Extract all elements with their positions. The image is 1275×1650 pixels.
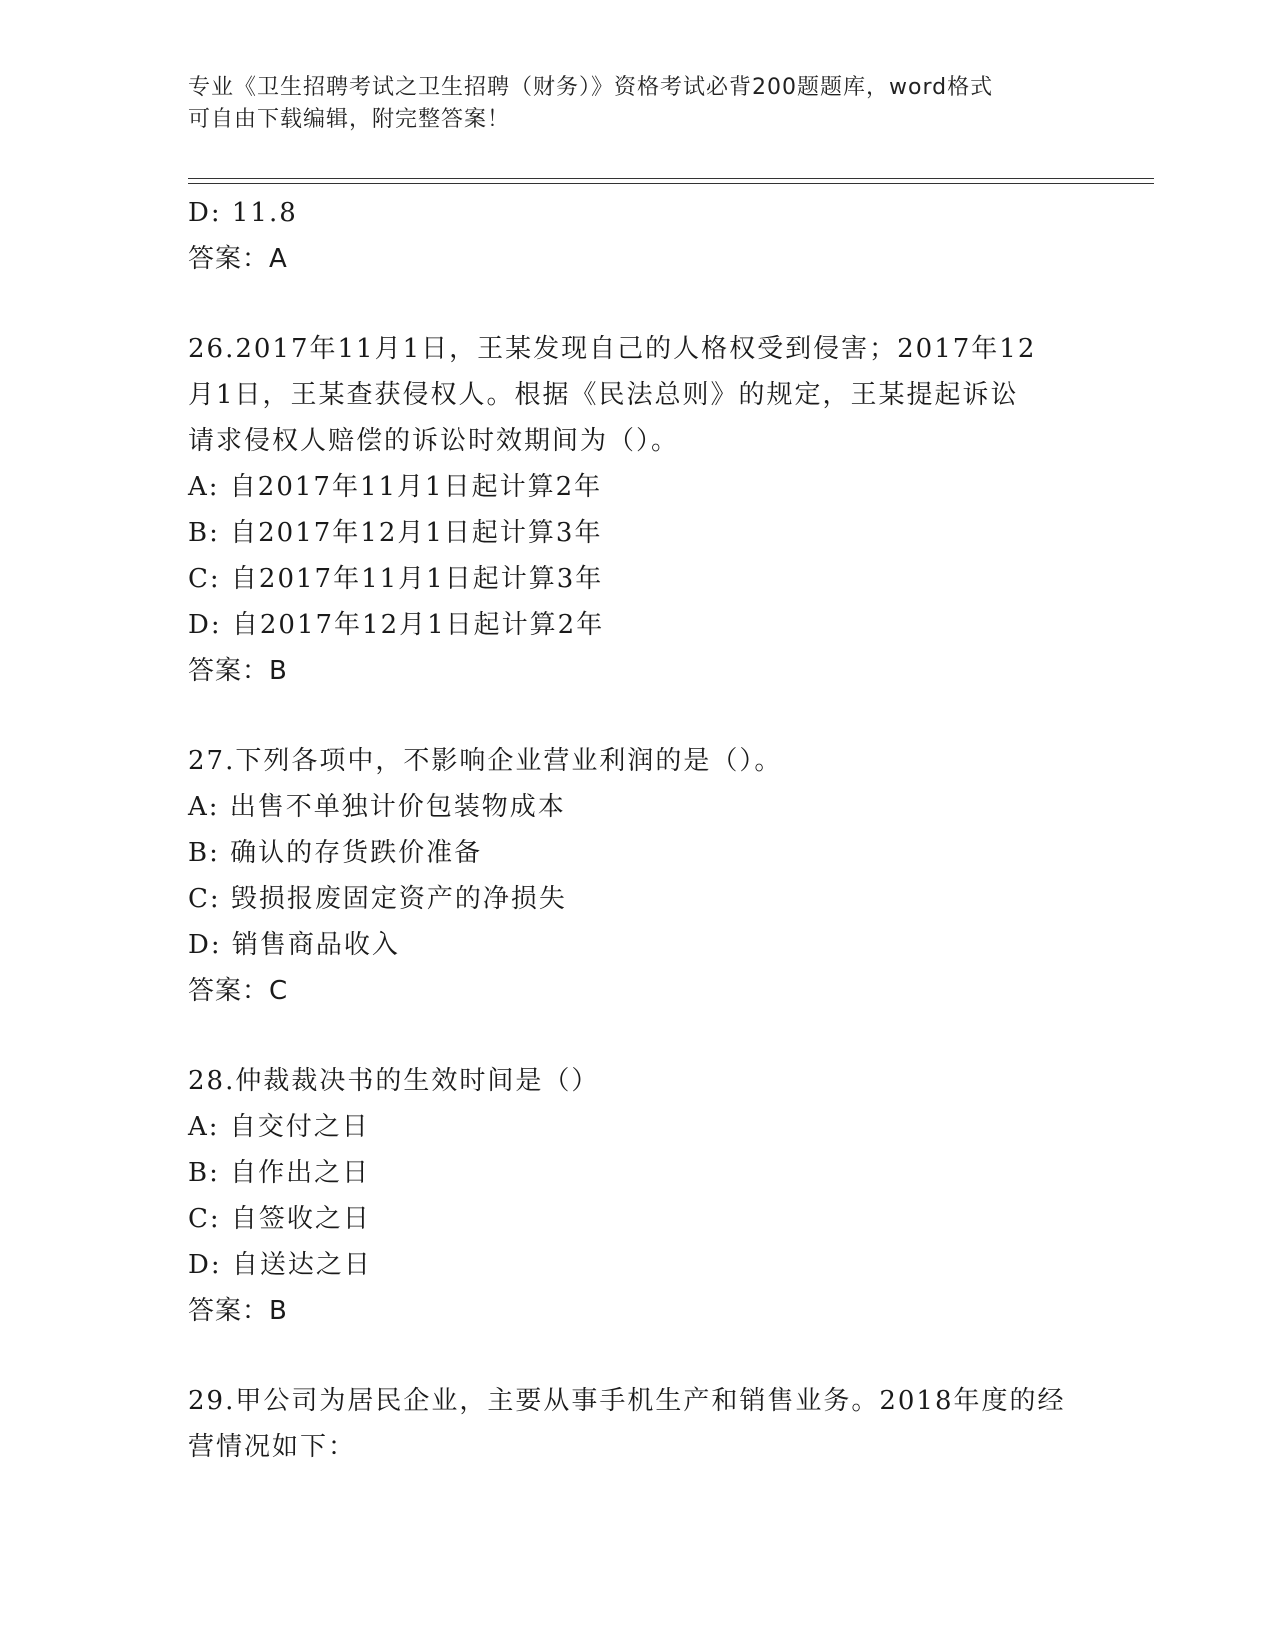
option-a: A: 出售不单独计价包装物成本 [188, 792, 566, 822]
section-spacer [188, 1014, 1088, 1058]
option-b: B: 确认的存货跌价准备 [188, 838, 483, 868]
document-body [188, 190, 1088, 1470]
option-d: D: 销售商品收入 [188, 930, 400, 960]
option-a: A: 自交付之日 [188, 1112, 370, 1142]
option-c: C: 毁损报废固定资产的净损失 [188, 884, 567, 914]
question-text-line: 27.下列各项中，不影响企业营业利润的是（）。 [188, 746, 783, 776]
section-spacer [188, 1334, 1088, 1378]
question-text-line: 26.2017年11月1日，王某发现自己的人格权受到侵害；2017年12 [188, 334, 1037, 364]
document-header [188, 72, 1088, 136]
question-26 [188, 326, 1088, 694]
option-a: A: 自2017年11月1日起计算2年 [188, 472, 603, 502]
option-b: B: 自作出之日 [188, 1158, 371, 1188]
prev-question-answer: 答案：A [188, 244, 288, 274]
question-27 [188, 738, 1088, 1014]
question-text-line: 请求侵权人赔偿的诉讼时效期间为（）。 [188, 426, 680, 456]
question-28 [188, 1058, 1088, 1334]
question-text-line: 29.甲公司为居民企业，主要从事手机生产和销售业务。2018年度的经 [188, 1386, 1066, 1416]
header-divider [188, 178, 1154, 179]
option-b: B: 自2017年12月1日起计算3年 [188, 518, 603, 548]
prev-question-option-d: D: 11.8 [188, 198, 298, 228]
question-29 [188, 1378, 1088, 1470]
question-text-line: 28.仲裁裁决书的生效时间是（） [188, 1066, 600, 1096]
question-text-line: 营情况如下： [188, 1432, 357, 1462]
section-spacer [188, 282, 1088, 326]
answer: 答案：C [188, 976, 289, 1006]
question-text-line: 月1日，王某查获侵权人。根据《民法总则》的规定，王某提起诉讼 [188, 380, 1019, 410]
option-d: D: 自送达之日 [188, 1250, 372, 1280]
answer: 答案：B [188, 1296, 288, 1326]
header-line-1: 专业《卫生招聘考试之卫生招聘（财务）》资格考试必背200题题库，word格式 [188, 75, 994, 100]
option-c: C: 自签收之日 [188, 1204, 371, 1234]
header-divider-secondary [188, 183, 1154, 184]
option-c: C: 自2017年11月1日起计算3年 [188, 564, 604, 594]
header-line-2: 可自由下载编辑，附完整答案！ [188, 107, 511, 132]
answer: 答案：B [188, 656, 288, 686]
section-spacer [188, 694, 1088, 738]
option-d: D: 自2017年12月1日起计算2年 [188, 610, 605, 640]
